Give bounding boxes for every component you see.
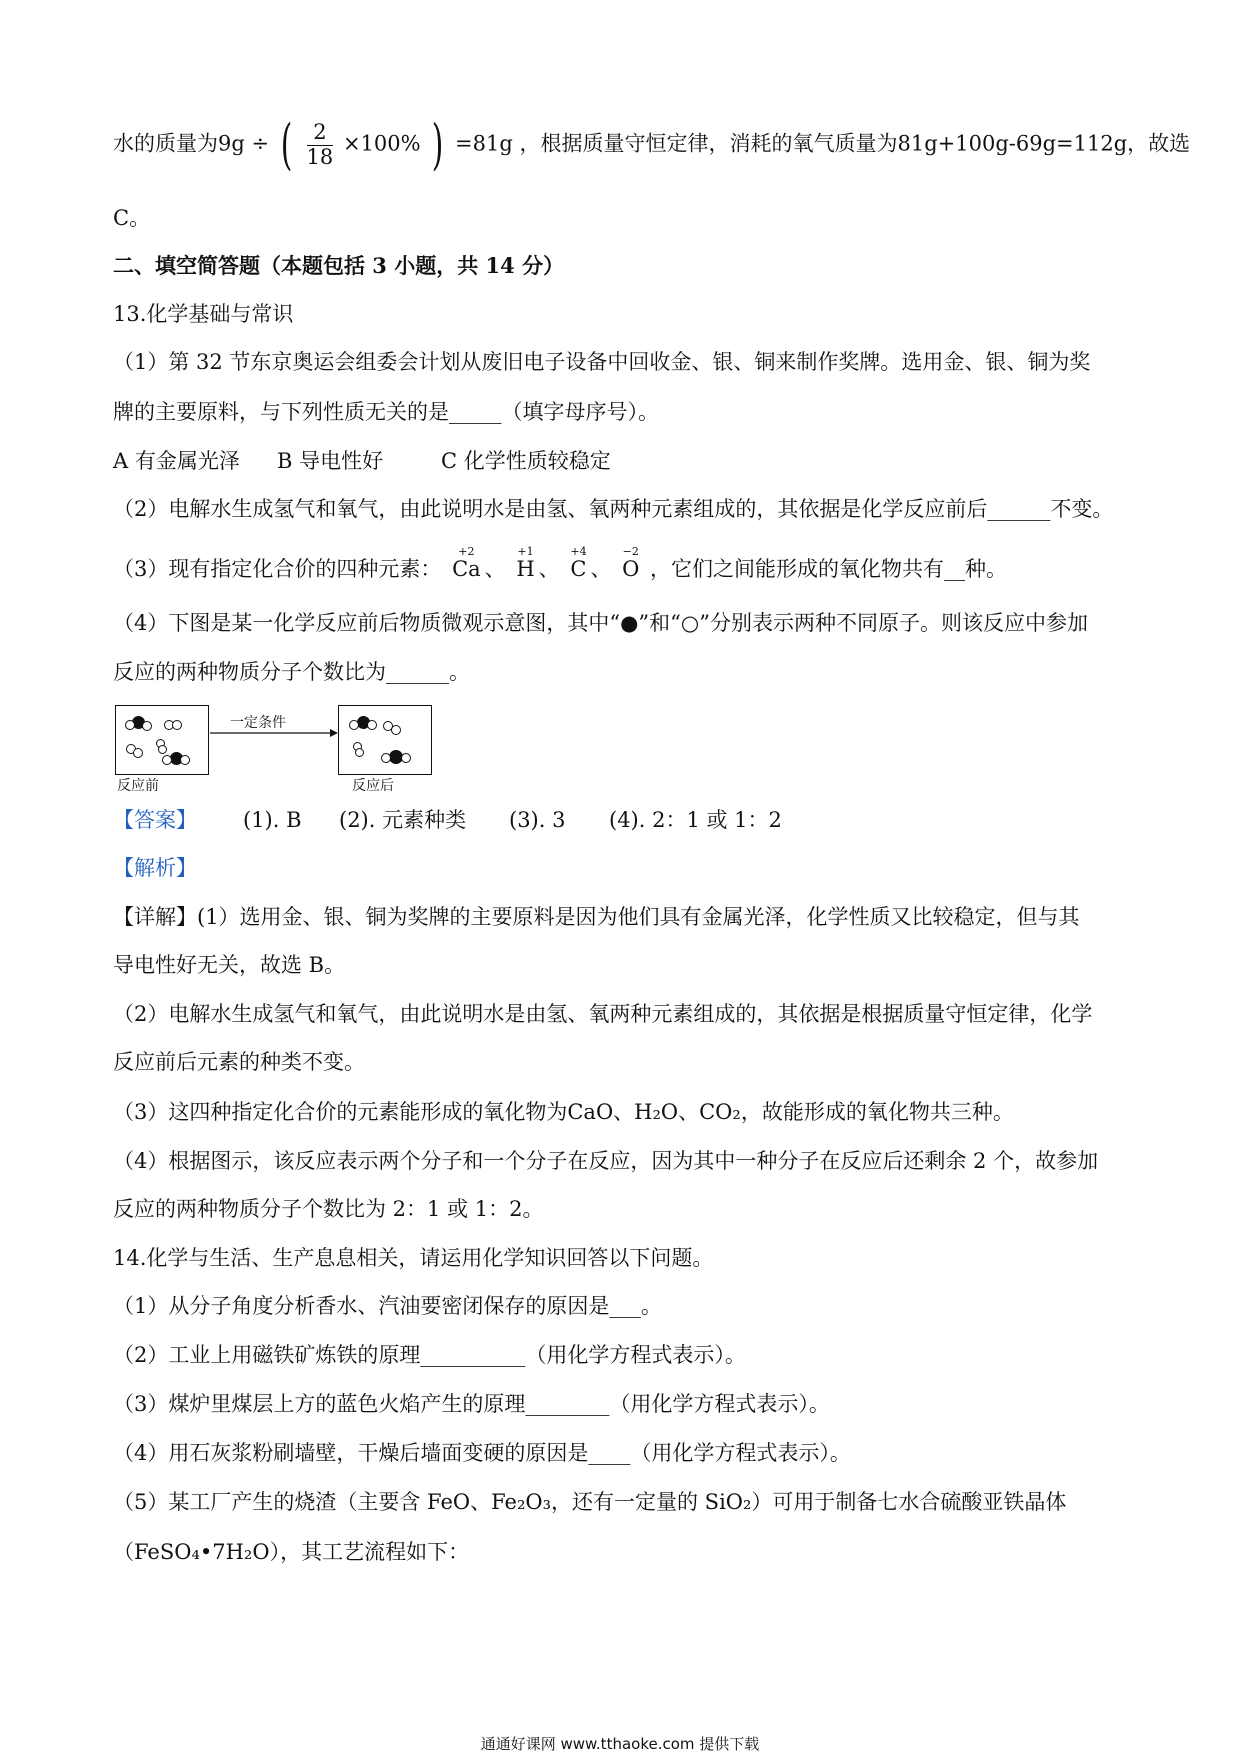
white-atom [142, 721, 152, 731]
q13-p3 [113, 545, 1008, 582]
formula-prefix: 水的质量为9g ÷ [113, 131, 270, 156]
q13-p4a: （4）下图是某一化学反应前后物质微观示意图，其中“●”和“○”分别表示两种不同原子。则该反应中参加 [113, 611, 1088, 635]
q14-p5a: （5）某工厂产生的烧渣（主要含 FeO、Fe₂O₃，还有一定量的 SiO₂）可用于制备七水合硫酸亚铁晶体 [113, 1490, 1067, 1514]
valence-ca-value: +2 [458, 545, 475, 558]
detail-4b: 反应的两种物质分子个数比为 2：1 或 1：2。 [113, 1197, 544, 1221]
q13-p4b: 反应的两种物质分子个数比为______。 [113, 660, 470, 684]
detail-1b: 导电性好无关，故选 B。 [113, 953, 346, 977]
element-c: C [570, 557, 587, 581]
formula-line-2: C。 [113, 206, 151, 230]
valence-o-value: −2 [622, 545, 639, 558]
detail-2b: 反应前后元素的种类不变。 [113, 1050, 365, 1074]
sep-3: 、 [590, 557, 612, 581]
sep-1: 、 [484, 557, 506, 581]
after-box [338, 705, 432, 775]
white-atom [401, 753, 411, 763]
white-atom [125, 720, 135, 730]
before-box [115, 705, 209, 775]
fraction-numerator: 2 [307, 121, 334, 145]
white-atom [180, 755, 190, 765]
q14-p5b: （FeSO₄•7H₂O），其工艺流程如下： [113, 1540, 470, 1564]
page-footer: 通通好课网 www.tthaoke.com 提供下载 [480, 1735, 760, 1753]
q14-p1: （1）从分子角度分析香水、汽油要密闭保存的原因是___。 [113, 1294, 662, 1318]
formula-line [113, 113, 1191, 176]
white-atom [367, 720, 377, 730]
right-paren: ) [432, 113, 444, 176]
formula-times: ×100% [342, 131, 421, 156]
answer-line [113, 808, 782, 833]
q14-title: 14.化学与生活、生产息息相关，请运用化学知识回答以下问题。 [113, 1246, 714, 1270]
q14-p3: （3）煤炉里煤层上方的蓝色火焰产生的原理________（用化学方程式表示）。 [113, 1392, 830, 1416]
answer-1: (1). B [243, 808, 302, 832]
white-atom [172, 720, 182, 730]
formula-suffix: ，根据质量守恒定律，消耗的氧气质量为81g+100g-69g=112g，故选 [519, 131, 1191, 156]
detail-1a: 【详解】(1）选用金、银、铜为奖牌的主要原料是因为他们具有金属光泽，化学性质又比较稳定，但与其 [113, 905, 1080, 929]
option-a: A 有金属光泽 [113, 449, 240, 473]
q14-p4: （4）用石灰浆粉刷墙壁，干燥后墙面变硬的原因是____（用化学方程式表示）。 [113, 1441, 851, 1465]
white-atom [162, 755, 172, 765]
white-atom [391, 725, 401, 735]
detail-2a: （2）电解水生成氢气和氧气，由此说明水是由氢、氧两种元素组成的，其依据是根据质量守恒定律，化学 [113, 1002, 1093, 1026]
valence-c-value: +4 [570, 545, 587, 558]
detail-3: （3）这四种指定化合价的元素能形成的氧化物为CaO、H₂O、CO₂，故能形成的氧化物共三种。 [113, 1100, 1014, 1124]
left-paren: ( [280, 113, 293, 176]
valence-h [516, 545, 535, 582]
q13-p3-post: ，它们之间能形成的氧化物共有__种。 [650, 557, 1008, 581]
option-c: C 化学性质较稳定 [441, 449, 611, 473]
q13-p3-pre: （3）现有指定化合价的四种元素： [113, 557, 442, 581]
q13-title: 13.化学基础与常识 [113, 302, 294, 326]
fraction [307, 121, 334, 168]
analysis-tag: 【解析】 [113, 856, 197, 880]
white-atom [133, 748, 143, 758]
white-atom [349, 720, 359, 730]
q14-p2: （2）工业上用磁铁矿炼铁的原理__________（用化学方程式表示）。 [113, 1343, 746, 1367]
answer-2: (2). 元素种类 [339, 808, 467, 832]
valence-h-value: +1 [517, 545, 534, 558]
answer-4: (4). 2：1 或 1：2 [609, 808, 782, 832]
formula-result: =81g [455, 131, 513, 156]
q13-p2: （2）电解水生成氢气和氧气，由此说明水是由氢、氧两种元素组成的，其依据是化学反应前后______不变。 [113, 497, 1114, 521]
element-o: O [622, 557, 640, 581]
q13-p1a: （1）第 32 节东京奥运会组委会计划从废旧电子设备中回收金、银、铜来制作奖牌。选用金、银、铜为奖 [113, 350, 1091, 374]
element-h: H [516, 557, 535, 581]
valence-o [622, 545, 640, 582]
section-title: 二、填空简答题（本题包括 3 小题，共 14 分） [113, 253, 565, 278]
white-atom [158, 745, 167, 754]
element-ca: Ca [452, 557, 481, 581]
fraction-denominator: 18 [306, 144, 334, 169]
valence-ca [452, 545, 481, 582]
white-atom [381, 753, 391, 763]
detail-4a: （4）根据图示，该反应表示两个分子和一个分子在反应，因为其中一种分子在反应后还剩余 2 个，故参加 [113, 1149, 1099, 1173]
answer-tag: 【答案】 [113, 808, 197, 832]
arrow-label: 一定条件 [230, 715, 286, 731]
before-label: 反应前 [117, 778, 159, 794]
q13-p1b: 牌的主要原料，与下列性质无关的是_____（填字母序号）。 [113, 400, 659, 424]
valence-c [570, 545, 587, 582]
option-b: B 导电性好 [277, 449, 384, 473]
white-atom [355, 748, 364, 757]
after-label: 反应后 [352, 778, 394, 794]
sep-2: 、 [538, 557, 560, 581]
answer-3: (3). 3 [509, 808, 566, 832]
q13-options [113, 449, 611, 474]
